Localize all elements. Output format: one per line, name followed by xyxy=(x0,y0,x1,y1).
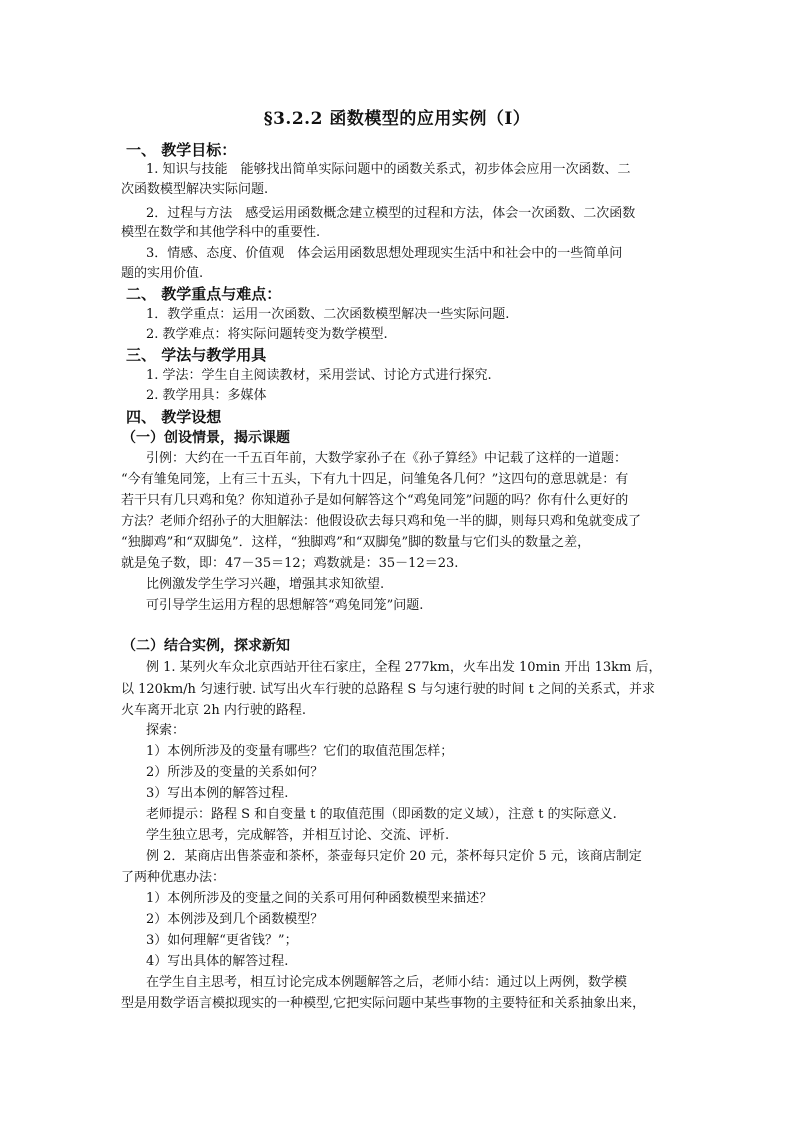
section-heading-objectives: 一、 教学目标： xyxy=(126,141,237,159)
paragraph-line: 例 2．某商店出售茶壶和茶杯，茶壶每只定价 20 元，茶杯每只定价 5 元，该商店制定 xyxy=(146,849,642,864)
paragraph-line: “今有雏兔同笼，上有三十五头，下有九十四足，问雏兔各几何？”这四句的意思就是：有 xyxy=(121,472,629,487)
paragraph-line: 例 1. 某列火车众北京西站开往石家庄，全程 277km，火车出发 10min 开出 13km 后， xyxy=(146,660,662,675)
paragraph-line: 2. 教学用具：多媒体 xyxy=(146,388,267,403)
section-heading-design: 四、 教学设想 xyxy=(126,408,222,426)
paragraph-line: 在学生自主思考，相互讨论完成本例题解答之后，老师小结：通过以上两例，数学模 xyxy=(146,975,628,990)
paragraph-line: “独脚鸡”和“双脚兔”．这样，“独脚鸡”和“双脚兔”脚的数量与它们头的数量之差， xyxy=(121,535,591,550)
paragraph-line: 学生独立思考，完成解答，并相互讨论、交流、评析. xyxy=(146,828,450,843)
paragraph-line: 1. 学法：学生自主阅读教材，采用尝试、讨论方式进行探究. xyxy=(146,368,492,383)
subsection-heading: （一）创设情景，揭示课题 xyxy=(122,430,290,446)
list-item: 2）本例涉及到几个函数模型？ xyxy=(146,912,324,927)
list-item: 4）写出具体的解答过程. xyxy=(146,954,289,969)
paragraph-line: 3．情感、态度、价值观 体会运用函数思想处理现实生活中和社会中的一些简单问 xyxy=(146,246,623,261)
list-item: 3）写出本例的解答过程. xyxy=(146,786,289,801)
section-heading-key-points: 二、 教学重点与难点： xyxy=(126,285,282,303)
paragraph-line: 方法？老师介绍孙子的大胆解法：他假设砍去每只鸡和兔一半的脚，则每只鸡和兔就变成了 xyxy=(121,514,642,529)
paragraph-line: 2. 教学难点：将实际问题转变为数学模型. xyxy=(146,327,388,342)
paragraph-line: 以 120km/h 匀速行驶. 试写出火车行驶的总路程 S 与匀速行驶的时间 t 之间的关系式，并求 xyxy=(121,682,655,697)
paragraph-line: 2．过程与方法 感受运用函数概念建立模型的过程和方法，体会一次函数、二次函数 xyxy=(146,206,636,221)
paragraph-line: 火车离开北京 2h 内行驶的路程. xyxy=(121,703,307,718)
paragraph-line: 就是兔子数，即：47－35＝12；鸡数就是：35－12＝23. xyxy=(121,556,459,571)
paragraph-line: 了两种优惠办法： xyxy=(121,870,226,885)
paragraph-line: 1．教学重点：运用一次函数、二次函数模型解决一些实际问题. xyxy=(146,307,510,322)
paragraph-line: 次函数模型解决实际问题. xyxy=(121,182,269,197)
paragraph-line: 引例：大约在一千五百年前，大数学家孙子在《孙子算经》中记载了这样的一道题： xyxy=(146,451,628,466)
paragraph-line: 模型在数学和其他学科中的重要性. xyxy=(121,225,321,240)
paragraph-line: 探索： xyxy=(146,723,186,738)
section-heading-methods: 三、 学法与教学用具 xyxy=(126,346,267,364)
paragraph-line: 可引导学生运用方程的思想解答“鸡兔同笼”问题. xyxy=(146,598,424,613)
paragraph-line: 题的实用价值. xyxy=(121,266,204,281)
paragraph-line: 型是用数学语言模拟现实的一种模型,它把实际问题中某些事物的主要特征和关系抽象出来， xyxy=(121,996,646,1011)
list-item: 3）如何理解“更省钱？”； xyxy=(146,933,298,948)
list-item: 1）本例所涉及的变量有哪些？它们的取值范围怎样； xyxy=(146,744,454,759)
list-item: 2）所涉及的变量的关系如何？ xyxy=(146,765,324,780)
subsection-heading: （二）结合实例，探求新知 xyxy=(122,638,290,654)
paragraph-line: 1. 知识与技能 能够找出简单实际问题中的函数关系式，初步体会应用一次函数、二 xyxy=(146,162,631,177)
paragraph-line: 若干只有几只鸡和兔？你知道孙子是如何解答这个“鸡兔同笼”问题的吗？你有什么更好的 xyxy=(121,493,629,508)
list-item: 1）本例所涉及的变量之间的关系可用何种函数模型来描述？ xyxy=(146,891,493,906)
page-title: §3.2.2 函数模型的应用实例（Ⅰ） xyxy=(263,109,531,129)
paragraph-line: 比例激发学生学习兴趣，增强其求知欲望. xyxy=(146,577,385,592)
paragraph-line: 老师提示：路程 S 和自变量 t 的取值范围（即函数的定义域），注意 t 的实际意义. xyxy=(146,807,617,822)
